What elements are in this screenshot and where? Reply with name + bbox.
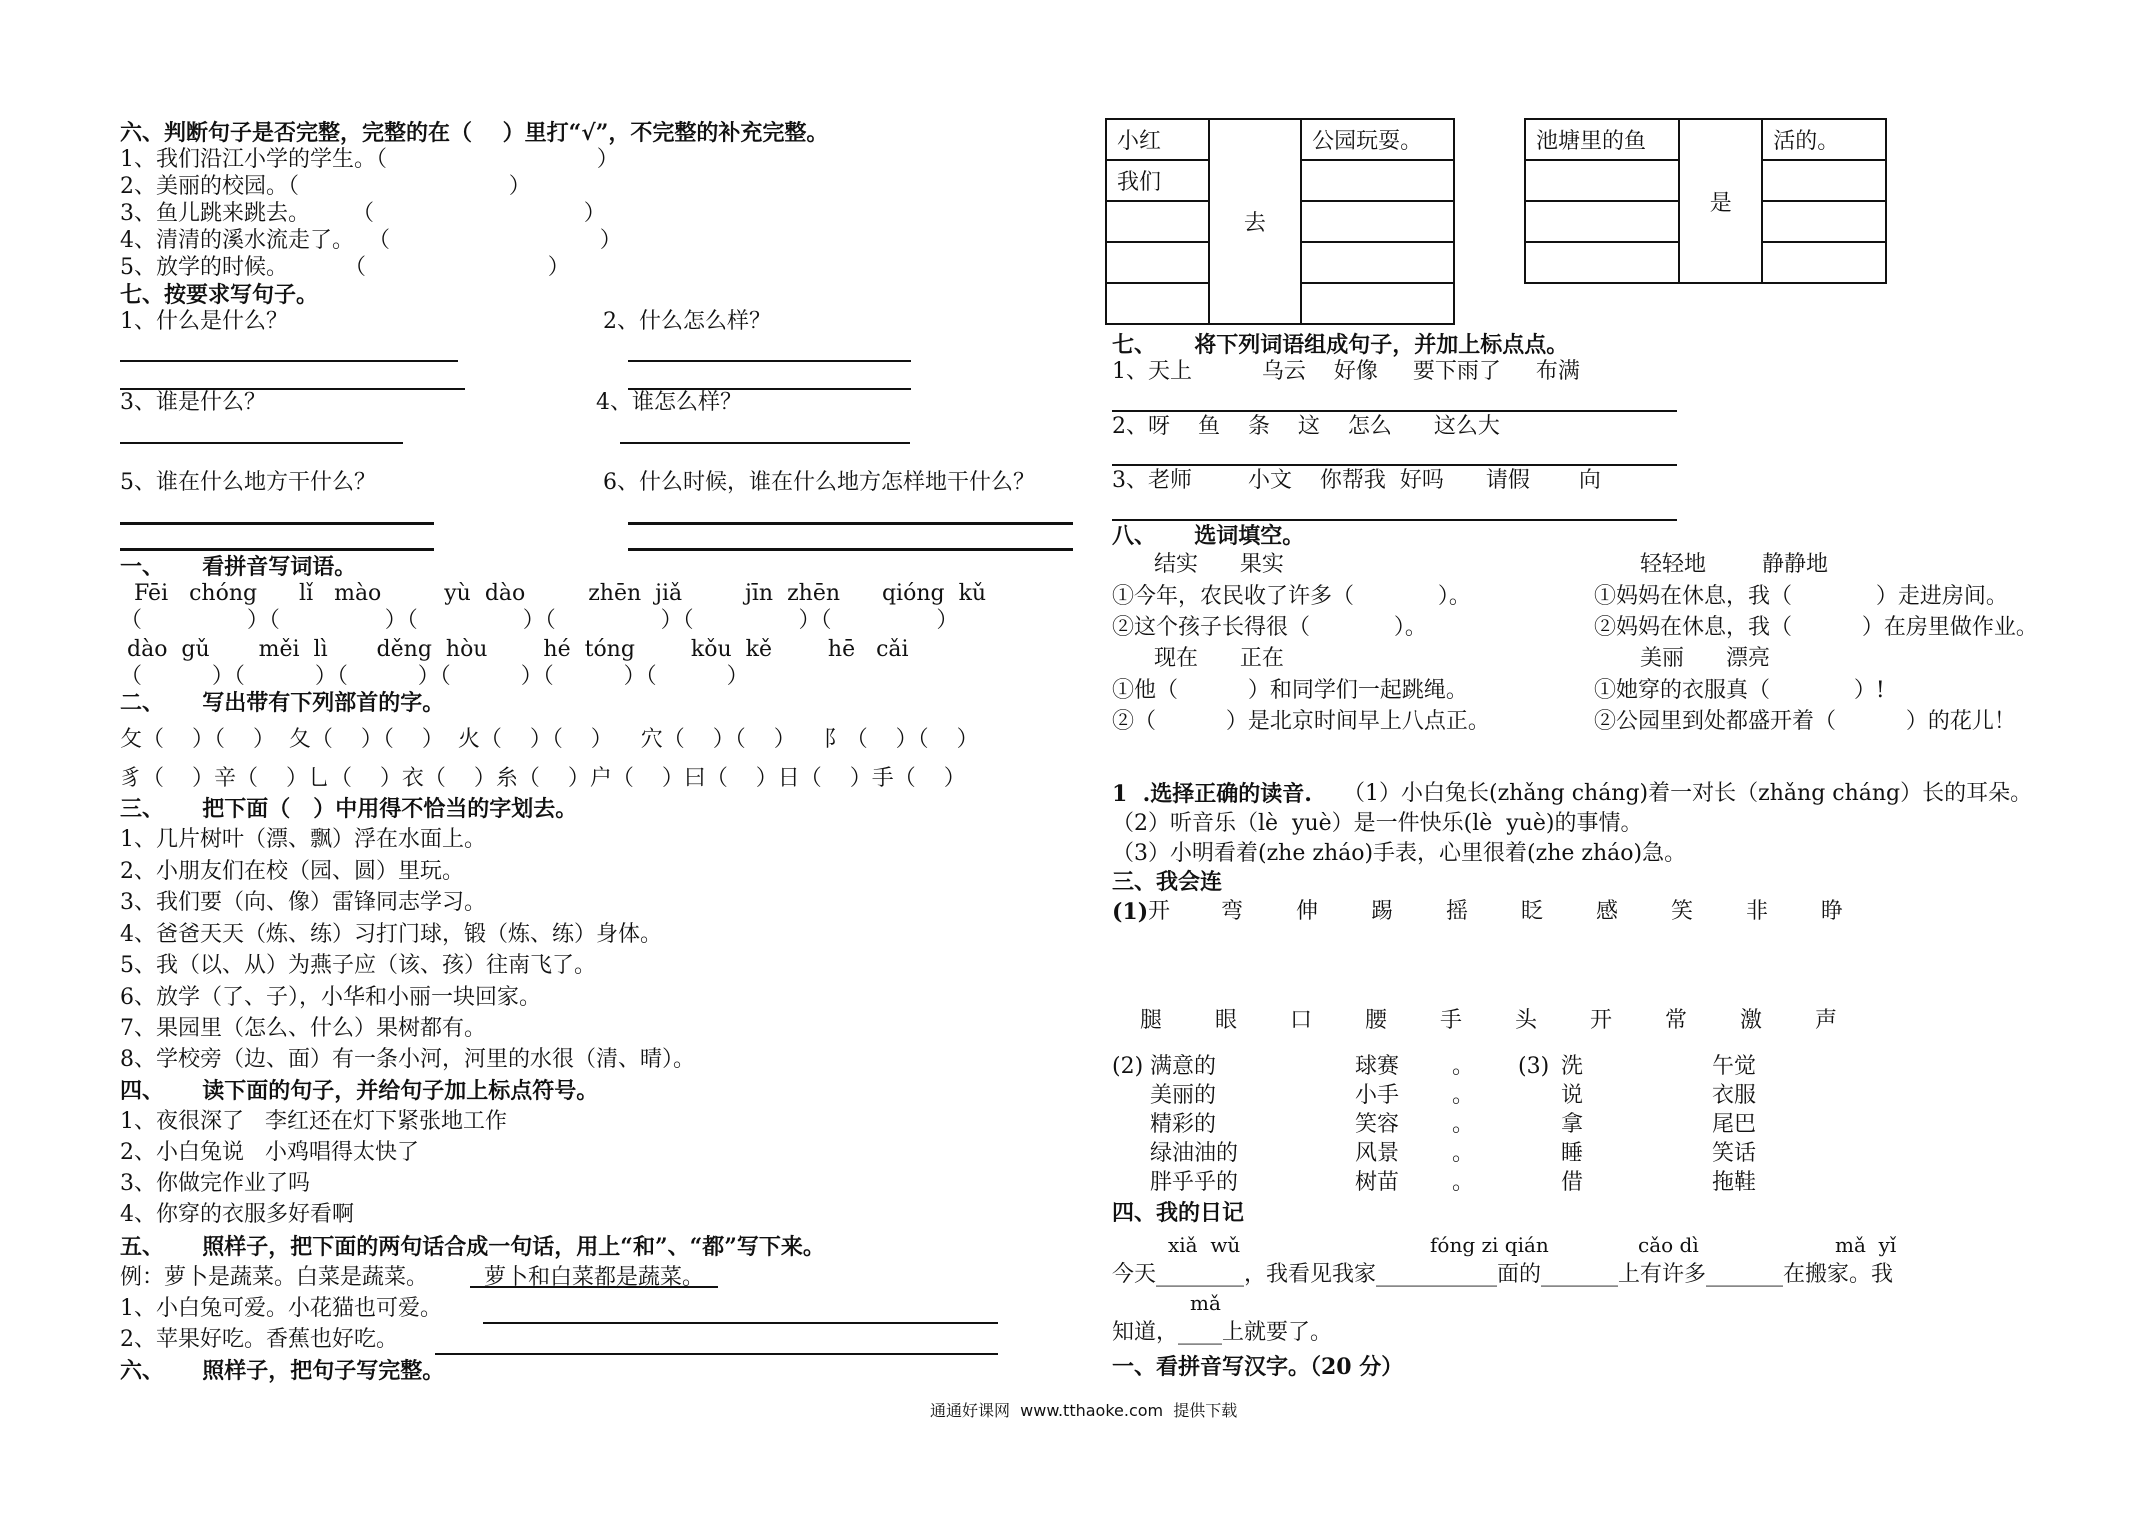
match-dot: 。 (1452, 1170, 1475, 1195)
section-title-cross-out: 三、 把下面（ ）中用得不恰当的字划去。 (120, 796, 578, 822)
grid-cell (1762, 201, 1886, 242)
match-word: 开 (1148, 899, 1171, 924)
match-word: 美丽的 (1150, 1083, 1217, 1108)
list-item: （3）小明看着(zhe zháo)手表，心里很着(zhe zháo)急。 (1112, 841, 1687, 866)
grid-cell: 我们 (1106, 160, 1209, 201)
list-item: 1、夜很深了 李红还在灯下紧张地工作 (120, 1109, 507, 1134)
pinyin-hint: xiǎ wǔ (1168, 1233, 1241, 1257)
question-label: 1、小白兔可爱。小花猫也可爱。 (120, 1296, 442, 1321)
match-word: 拖鞋 (1712, 1170, 1757, 1195)
word-choices: 结实 果实 (1112, 552, 1284, 577)
diary-line: 知道，____上就要了。 (1112, 1320, 1333, 1345)
section-title-combine: 五、 照样子，把下面的两句话合成一句话，用上“和”、“都”写下来。 (120, 1234, 825, 1260)
question-label: 2、苹果好吃。香蕉也好吃。 (120, 1327, 398, 1352)
match-word: 笑 (1671, 899, 1694, 924)
section-title-pinyin-hanzi: 一、看拼音写汉字。（20 分） (1112, 1354, 1404, 1380)
grid-cell (1301, 283, 1454, 324)
grid-verb: 是 (1679, 119, 1762, 283)
section-title-match: 三、我会连 (1112, 869, 1223, 895)
section-title-write-sentences: 七、按要求写句子。 (120, 282, 319, 308)
example-answer: 萝卜和白菜都是蔬菜。 (470, 1265, 718, 1290)
match-word: 开 (1590, 1008, 1613, 1033)
match-word: 满意的 (1150, 1054, 1217, 1079)
list-item: 1、几片树叶（漂、飘）浮在水面上。 (120, 827, 486, 852)
grid-cell (1301, 242, 1454, 283)
match-word: 腿 (1140, 1008, 1163, 1033)
grid-cell (1106, 201, 1209, 242)
match-dot: 。 (1452, 1112, 1475, 1137)
match-word: 激 (1740, 1008, 1763, 1033)
list-item: ①今年，农民收了许多（ ）。 (1112, 584, 1471, 609)
pinyin-row: Fēi chóng lǐ mào yù dào zhēn jiǎ jīn zhēn qióng kǔ (120, 581, 987, 606)
word-choices: 美丽 漂亮 (1640, 646, 1770, 671)
match-word: 眨 (1521, 899, 1544, 924)
match-label: (2) (1112, 1054, 1144, 1079)
pinyin-row: dào gǔ měi lì děng hòu hé tóng kǒu kě hē cǎi (120, 637, 909, 662)
match-word: 踢 (1371, 899, 1394, 924)
list-item: 4、爸爸天天（炼、练）习打门球，锻（炼、练）身体。 (120, 922, 662, 947)
question-label: 5、谁在什么地方干什么？ (120, 470, 376, 495)
grid-cell (1106, 242, 1209, 283)
match-word: 借 (1561, 1170, 1584, 1195)
answer-line (435, 1353, 998, 1355)
grid-cell (1525, 242, 1679, 283)
match-word: 尾巴 (1712, 1112, 1757, 1137)
section-title-pinyin-words: 一、 看拼音写词语。 (120, 554, 357, 580)
section-title-make-sentences: 七、 将下列词语组成句子，并加上标点点。 (1112, 332, 1569, 358)
list-item: 3、我们要（向、像）雷锋同志学习。 (120, 890, 486, 915)
match-word: 眼 (1215, 1008, 1238, 1033)
example-prefix: 例：萝卜是蔬菜。白菜是蔬菜。 (120, 1265, 429, 1290)
match-word: 精彩的 (1150, 1112, 1217, 1137)
section-title-complete: 六、 照样子，把句子写完整。 (120, 1358, 445, 1384)
match-word: 腰 (1365, 1008, 1388, 1033)
radical-row: 豸（ ）辛（ ）乚（ ）衣（ ）糸（ ）户（ ）曰（ ）日（ ）手（ ） (120, 766, 966, 791)
list-item: （1）小白兔长(zhǎng cháng)着一对长（zhǎng cháng）长的耳朵。 (1343, 781, 2033, 806)
section-title-diary: 四、我的日记 (1112, 1200, 1245, 1226)
pinyin-hint: cǎo dì (1638, 1233, 1699, 1257)
match-word: 拿 (1561, 1112, 1584, 1137)
section-title-judge-sentences: 六、判断句子是否完整，完整的在（ ）里打“√”，不完整的补充完整。 (120, 120, 829, 146)
word-choices: 轻轻地 静静地 (1640, 552, 1828, 577)
list-item: ②（ ）是北京时间早上八点正。 (1112, 709, 1490, 734)
question-label: 2、什么怎么样？ (603, 309, 771, 334)
grid-cell (1762, 242, 1886, 283)
radical-row: 攵（ ）（ ） 夂（ ）（ ） 火（ ）（ ） 穴（ ）（ ） 阝（ ）（ ） (120, 727, 979, 752)
answer-line (620, 442, 910, 444)
grid-cell (1762, 160, 1886, 201)
grid-cell: 活的。 (1762, 119, 1886, 160)
list-item: ①他（ ）和同学们一起跳绳。 (1112, 678, 1468, 703)
match-word: 树苗 (1355, 1170, 1400, 1195)
list-item: 4、清清的溪水流走了。 （ ） (120, 228, 622, 253)
pinyin-hint: mǎ (1190, 1291, 1221, 1315)
footer-credit: 通通好课网 www.tthaoke.com 提供下载 (930, 1401, 1238, 1420)
match-word: 感 (1596, 899, 1619, 924)
list-item: 3、你做完作业了吗 (120, 1171, 310, 1196)
list-item: （2）听音乐（lè yuè）是一件快乐(lè yuè)的事情。 (1112, 811, 1643, 836)
grid-verb: 去 (1209, 119, 1302, 324)
list-item: 2、小白兔说 小鸡唱得太快了 (120, 1140, 419, 1165)
answer-line (483, 1322, 998, 1324)
section-title-radicals: 二、 写出带有下列部首的字。 (120, 690, 445, 716)
grid-cell: 公园玩耍。 (1301, 119, 1454, 160)
match-word: 睁 (1821, 899, 1844, 924)
list-item: 5、放学的时候。 （ ） (120, 255, 570, 280)
match-word: 常 (1665, 1008, 1688, 1033)
match-word: 手 (1440, 1008, 1463, 1033)
list-item: 3、老师 小文 你帮我 好吗 请假 向 (1112, 468, 1601, 493)
answer-line (628, 522, 1073, 525)
list-item: 7、果园里（怎么、什么）果树都有。 (120, 1016, 486, 1041)
pinyin-hint: fóng zi qián (1430, 1233, 1549, 1257)
answer-line (628, 548, 1073, 551)
grid-cell (1525, 160, 1679, 201)
match-dot: 。 (1452, 1083, 1475, 1108)
match-word: 午觉 (1712, 1054, 1757, 1079)
match-word: 摇 (1446, 899, 1469, 924)
match-word: 口 (1290, 1008, 1313, 1033)
answer-line (120, 522, 434, 525)
answer-line (120, 548, 434, 551)
match-word: 非 (1746, 899, 1769, 924)
match-dot: 。 (1452, 1141, 1475, 1166)
answer-line (1112, 519, 1677, 521)
answer-line (628, 360, 911, 362)
list-item: 2、呀 鱼 条 这 怎么 这么大 (1112, 414, 1500, 439)
question-label: 1、什么是什么？ (120, 309, 288, 334)
question-label: 6、什么时候，谁在什么地方怎样地干什么？ (603, 470, 1035, 495)
section-title-fill-words: 八、 选词填空。 (1112, 523, 1305, 549)
answer-line (120, 360, 458, 362)
list-item: 5、我（以、从）为燕子应（该、孩）往南飞了。 (120, 953, 596, 978)
list-item: 3、鱼儿跳来跳去。 （ ） (120, 201, 606, 226)
pinyin-hint: mǎ yǐ (1835, 1233, 1897, 1257)
bracket-row: （ ）（ ）（ ）（ ）（ ）（ ） (120, 608, 959, 633)
list-item: 6、放学（了、子），小华和小丽一块回家。 (120, 985, 541, 1010)
match-word: 衣服 (1712, 1083, 1757, 1108)
diary-line: 今天________，我看见我家___________面的_______上有许多_______在搬家。我 (1112, 1262, 1894, 1287)
match-label: (1) (1112, 899, 1149, 925)
match-word: 洗 (1561, 1054, 1584, 1079)
match-word: 绿油油的 (1150, 1141, 1239, 1166)
match-dot: 。 (1452, 1054, 1475, 1079)
grid-cell (1525, 201, 1679, 242)
match-word: 胖乎乎的 (1150, 1170, 1239, 1195)
list-item: 2、美丽的校园。（ ） (120, 174, 531, 199)
section-title-punctuation: 四、 读下面的句子，并给句子加上标点符号。 (120, 1078, 599, 1104)
list-item: 1、天上 乌云 好像 要下雨了 布满 (1112, 359, 1580, 384)
sentence-grid-2 (1524, 118, 1887, 284)
list-item: ①她穿的衣服真（ ）! (1594, 678, 1885, 703)
match-word: 说 (1561, 1083, 1584, 1108)
list-item: 1、我们沿江小学的学生。（ ） (120, 147, 619, 172)
question-label: 3、谁是什么？ (120, 390, 266, 415)
grid-cell (1301, 201, 1454, 242)
list-item: ②妈妈在休息，我（ ）在房里做作业。 (1594, 615, 2038, 640)
match-word: 笑容 (1355, 1112, 1400, 1137)
match-word: 声 (1815, 1008, 1838, 1033)
match-label: (3) (1518, 1054, 1550, 1079)
list-item: ①妈妈在休息，我（ ）走进房间。 (1594, 584, 2008, 609)
section-title-pronunciation: 1 .选择正确的读音. (1112, 781, 1312, 807)
match-word: 球赛 (1355, 1054, 1400, 1079)
grid-cell: 池塘里的鱼 (1525, 119, 1679, 160)
grid-cell (1106, 283, 1209, 324)
list-item: 8、学校旁（边、面）有一条小河，河里的水很（清、晴）。 (120, 1047, 695, 1072)
list-item: 4、你穿的衣服多好看啊 (120, 1202, 354, 1227)
bracket-row: （ ）（ ）（ ）（ ）（ ）（ ） (120, 664, 749, 689)
word-choices: 现在 正在 (1112, 646, 1284, 671)
sentence-grid-1 (1105, 118, 1455, 325)
grid-cell (1301, 160, 1454, 201)
match-word: 睡 (1561, 1141, 1584, 1166)
match-word: 伸 (1296, 899, 1319, 924)
answer-line (1112, 464, 1677, 466)
grid-cell: 小红 (1106, 119, 1209, 160)
list-item: ②这个孩子长得很（ ）。 (1112, 615, 1427, 640)
match-word: 小手 (1355, 1083, 1400, 1108)
match-word: 笑话 (1712, 1141, 1757, 1166)
question-label: 4、谁怎么样？ (596, 390, 742, 415)
match-word: 风景 (1355, 1141, 1400, 1166)
match-word: 头 (1515, 1008, 1538, 1033)
match-word: 弯 (1221, 899, 1244, 924)
list-item: 2、小朋友们在校（园、圆）里玩。 (120, 859, 464, 884)
list-item: ②公园里到处都盛开着（ ）的花儿！ (1594, 709, 2016, 734)
answer-line (120, 442, 403, 444)
answer-line (1112, 410, 1677, 412)
